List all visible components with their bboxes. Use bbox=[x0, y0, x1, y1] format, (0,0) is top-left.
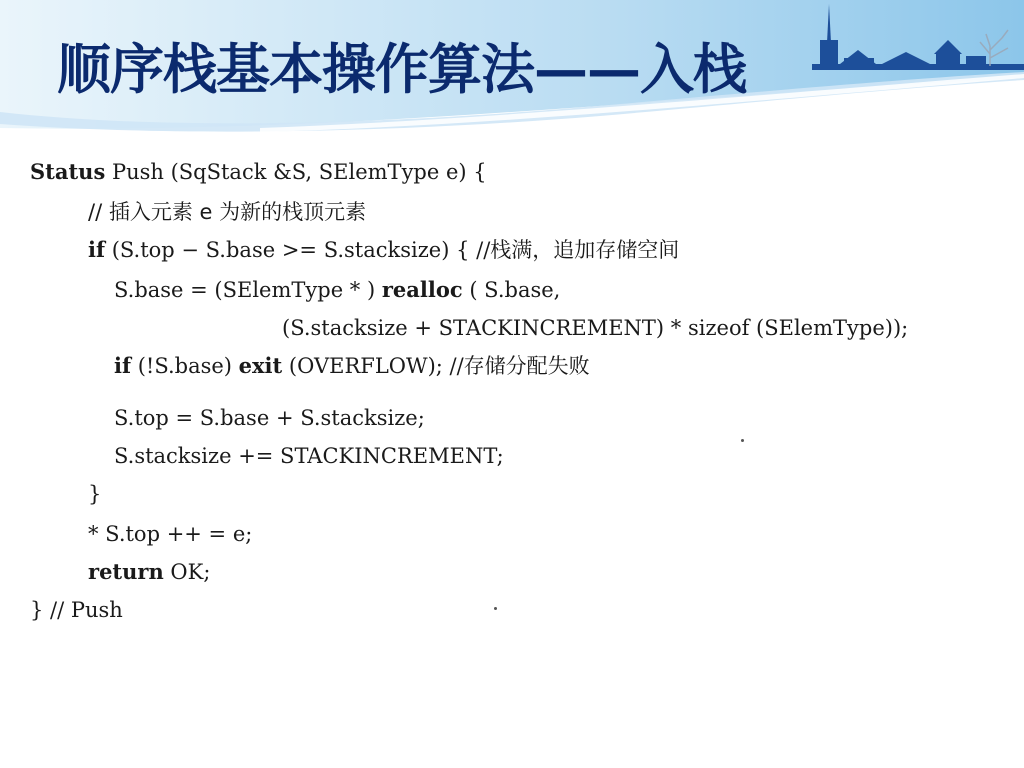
code-line-push-elem: * S.top ++ = e; bbox=[88, 522, 253, 546]
code-line-end: } // Push bbox=[30, 598, 123, 622]
code-line-realloc bbox=[114, 276, 560, 304]
keyword-realloc: realloc bbox=[381, 277, 463, 302]
code-line-increase-size: S.stacksize += STACKINCREMENT; bbox=[114, 444, 504, 468]
realloc-suffix: ( S.base, bbox=[462, 278, 561, 302]
keyword-exit: exit bbox=[238, 353, 283, 378]
code-line-return bbox=[88, 558, 210, 586]
keyword-if: if bbox=[114, 353, 132, 378]
if-full-text: (S.top − S.base >= S.stacksize) { //栈满，追加存储空间 bbox=[105, 238, 680, 262]
scan-speck bbox=[741, 439, 744, 442]
code-line-if-full bbox=[88, 236, 679, 264]
code-comment-insert: // 插入元素 e 为新的栈顶元素 bbox=[88, 200, 367, 224]
code-line-set-top: S.top = S.base + S.stacksize; bbox=[114, 406, 425, 430]
code-line-overflow-check bbox=[114, 352, 590, 380]
keyword-return: return bbox=[88, 559, 164, 584]
slide-title: 顺序栈基本操作算法——入栈 bbox=[57, 37, 746, 101]
code-line-realloc-args: (S.stacksize + STACKINCREMENT) * sizeof (SElemType)); bbox=[282, 316, 909, 340]
keyword-if: if bbox=[88, 237, 106, 262]
keyword-status: Status bbox=[30, 159, 106, 184]
realloc-prefix: S.base = (SElemType * ) bbox=[114, 278, 382, 302]
overflow-suffix: (OVERFLOW); //存储分配失败 bbox=[282, 354, 590, 378]
overflow-mid: (!S.base) bbox=[131, 354, 239, 378]
code-line-signature bbox=[30, 158, 487, 186]
signature-text: Push (SqStack &S, SElemType e) { bbox=[105, 160, 487, 184]
scan-speck bbox=[494, 607, 497, 610]
slide-header bbox=[0, 0, 1024, 135]
code-line-close-if: } bbox=[88, 482, 102, 506]
code-block bbox=[30, 152, 1005, 632]
return-value: OK; bbox=[163, 560, 211, 584]
